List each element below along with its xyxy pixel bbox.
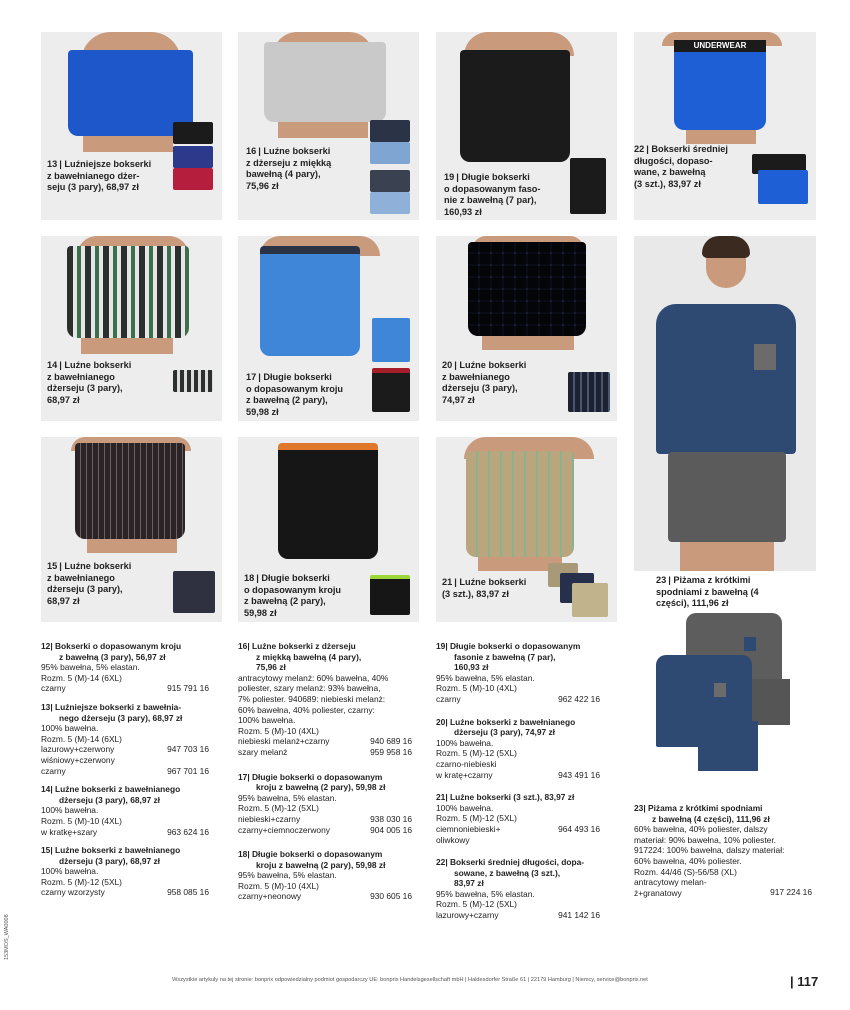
pack-thumbnail <box>370 170 410 192</box>
pack-thumbnail <box>372 368 410 412</box>
product-tile-23[interactable] <box>634 571 816 779</box>
product-info-column-2 <box>238 641 412 902</box>
boxer-long-sky <box>260 246 360 356</box>
item-number: 13 <box>47 159 58 169</box>
product-tile-20[interactable] <box>436 236 617 421</box>
model-legs <box>83 136 173 152</box>
item-number: 18 <box>244 573 255 583</box>
item-number: 14 <box>47 360 58 370</box>
shirt-pocket <box>744 637 756 651</box>
item-number: 20 <box>442 360 453 370</box>
pack-thumbnail <box>568 372 610 412</box>
model-legs <box>278 122 368 138</box>
model-legs <box>680 542 774 571</box>
pyjama-shorts-grey <box>668 452 786 542</box>
product-tile-22[interactable] <box>634 32 816 220</box>
pyjama-shirt-navy <box>656 304 796 454</box>
pack-thumbnail <box>370 120 410 142</box>
tile-caption: 22 | Bokserki średniej długości, dopaso- wane, z bawełną (3 szt.), 83,97 zł <box>634 144 728 189</box>
catalog-code: 153MOS_WA0008 <box>4 914 10 960</box>
pack-thumbnail <box>570 158 606 214</box>
product-tile-16[interactable] <box>238 32 419 220</box>
model-hair <box>702 236 750 258</box>
legal-footer: Wszystkie artykuły na tej stronie: bonprix odpowiedzialny podmiot gospodarczy UE: bonprix Handelsgesellschaft mbH | Haldesdorfer Straße 61 | 22179 Hamburg | Niemcy, service@bonprix.net <box>172 977 648 983</box>
product-info-15: 15| Luźne bokserki z bawełnianego dżerseju (3 pary), 68,97 zł 100% bawełna. Rozm. 5 (M)-12 (5XL) czarny wzorzysty 958 085 16 <box>41 845 209 898</box>
item-number: 16 <box>246 146 257 156</box>
boxer-long-black <box>460 50 570 162</box>
product-info-23: 23| Piżama z krótkimi spodniami z bawełną (4 części), 111,96 zł 60% bawełna, 40% poliester, dalszy materiał: 90% bawełna, 10% poliester. 917224: 100% bawełna, dalszy materiał: 60% bawełna, 40% poliester. Rozm. 44/46 (S)-56/58 (XL) antracytowy melan- ż+granatowy 917 224 16 <box>634 803 812 898</box>
pack-thumbnail <box>370 142 410 164</box>
item-number: 22 <box>634 144 645 154</box>
item-number: 15 <box>47 561 58 571</box>
pack-thumbnail <box>173 168 213 190</box>
tile-caption: 17 | Długie bokserki o dopasowanym kroju z bawełną (2 pary), 59,98 zł <box>246 372 343 417</box>
product-info-13: 13| Luźniejsze bokserki z bawełnia- nego dżerseju (3 pary), 68,97 zł 100% bawełna. Rozm. 5 (M)-14 (6XL) lazurowy+czerwony wiśniowy+czerwony 947 703 16 czarny 967 701 16 <box>41 701 209 776</box>
product-photo-23[interactable] <box>634 236 816 571</box>
product-tile-14[interactable] <box>41 236 222 421</box>
product-info-22: 22| Bokserki średniej długości, dopa- sowane, z bawełną (3 szt.), 83,97 zł 95% bawełna, 5% elastan. Rozm. 5 (M)-12 (5XL) lazurowy+czarny 941 142 16 <box>436 857 600 921</box>
pack-thumbnail <box>173 122 213 144</box>
product-info-14: 14| Luźne bokserki z bawełnianego dżerseju (3 pary), 68,97 zł 100% bawełna. Rozm. 5 (M)-10 (4XL) w kratkę+szary 963 624 16 <box>41 784 209 837</box>
product-tile-21[interactable] <box>436 437 617 622</box>
tile-caption: 18 | Długie bokserki o dopasowanym kroju z bawełną (2 pary), 59,98 zł <box>244 573 341 618</box>
tile-caption: 15 | Luźne bokserki z bawełnianego dżerseju (3 pary), 68,97 zł <box>47 561 132 606</box>
product-info-12: 12| Bokserki o dopasowanym kroju z bawełną (3 pary), 56,97 zł 95% bawełna, 5% elastan. Rozm. 5 (M)-14 (6XL) czarny 915 791 16 <box>41 641 209 694</box>
pack-thumbnail <box>758 170 808 204</box>
product-info-17: 17| Długie bokserki o dopasowanym kroju z bawełną (2 pary), 59,98 zł 95% bawełna, 5% elastan. Rozm. 5 (M)-12 (5XL) niebieski+czarny 938 030 16 czarny+ciemnoczerwony 904 005 16 <box>238 771 412 835</box>
pack-thumbnail <box>372 318 410 362</box>
product-info-18: 18| Długie bokserki o dopasowanym kroju z bawełną (2 pary), 59,98 zł 95% bawełna, 5% elastan. Rozm. 5 (M)-10 (4XL) czarny+neonowy 930 605 16 <box>238 849 412 902</box>
product-info-column-1 <box>41 641 209 898</box>
product-info-16: 16| Luźne bokserki z dżerseju z miękką bawełną (4 pary), 75,96 zł antracytowy melanż: 60% bawełna, 40% poliester, szary melanż: 93% bawełna, 7% poliester. 940689: niebieski melanż: 60% bawełna, 40% poliester, czarny: 100% bawełna. Rozm. 5 (M)-10 (4XL) niebieski melanż+czarny 940 689 16 szary melanż 959 958 16 <box>238 641 412 757</box>
page-number: | 117 <box>790 974 819 989</box>
item-number: 17 <box>246 372 257 382</box>
pack-thumbnail <box>370 575 410 615</box>
model-legs <box>482 336 574 350</box>
tile-caption: 19 | Długie bokserki o dopasowanym faso- nie z bawełną (7 par), 160,93 zł <box>444 172 541 217</box>
boxer-olive-plaid <box>466 451 574 557</box>
pack-thumbnail <box>572 583 608 617</box>
product-info-19: 19| Długie bokserki o dopasowanym fasonie z bawełną (7 par), 160,93 zł 95% bawełna, 5% elastan. Rozm. 5 (M)-10 (4XL) czarny 962 422 16 <box>436 641 600 704</box>
tile-caption: 16 | Luźne bokserki z dżerseju z miękką bawełną (4 pary), 75,96 zł <box>246 146 332 191</box>
product-info-20: 20| Luźne bokserki z bawełnianego dżerseju (3 pary), 74,97 zł 100% bawełna. Rozm. 5 (M)-12 (5XL) czarno-niebieski w kratę+czarny 943 491 16 <box>436 716 600 780</box>
shirt-pocket <box>714 683 726 697</box>
product-tile-15[interactable] <box>41 437 222 622</box>
product-tile-19[interactable] <box>436 32 617 220</box>
tile-caption: 13 | Luźniejsze bokserki z bawełnianego dżer- seju (3 pary), 68,97 zł <box>47 159 152 192</box>
shirt-pocket <box>754 344 776 370</box>
pack-thumbnail <box>370 192 410 214</box>
tile-caption: 20 | Luźne bokserki z bawełnianego dżerseju (3 pary), 74,97 zł <box>442 360 527 405</box>
model-legs <box>686 130 756 144</box>
tile-caption: 23 | Piżama z krótkimi spodniami z bawełną (4 części), 111,96 zł <box>656 575 759 608</box>
boxer-grey-melange <box>264 42 386 122</box>
pack-thumbnail <box>173 146 213 168</box>
item-number: 23 <box>656 575 667 585</box>
waistband-print: UNDERWEAR <box>674 40 766 52</box>
pack-thumbnail <box>173 571 215 613</box>
item-number: 19 <box>444 172 455 182</box>
boxer-azure <box>674 40 766 130</box>
item-number: 21 <box>442 577 453 587</box>
product-info-21: 21| Luźne bokserki (3 szt.), 83,97 zł 100% bawełna. Rozm. 5 (M)-12 (5XL) ciemnoniebieski+ oliwkowy 964 493 16 <box>436 792 600 845</box>
model-legs <box>87 539 177 553</box>
product-tile-18[interactable] <box>238 437 419 622</box>
boxer-striped-black <box>75 443 185 539</box>
boxer-check-dark <box>468 242 586 336</box>
tile-caption: 21 | Luźne bokserki (3 szt.), 83,97 zł <box>442 577 527 599</box>
product-tile-13[interactable] <box>41 32 222 220</box>
folded-shorts-navy <box>698 721 758 771</box>
product-info-column-4 <box>634 803 812 898</box>
product-tile-17[interactable] <box>238 236 419 421</box>
tile-caption: 14 | Luźne bokserki z bawełnianego dżerseju (3 pary), 68,97 zł <box>47 360 132 405</box>
product-info-column-3 <box>436 641 600 921</box>
pack-thumbnail <box>173 370 213 392</box>
model-legs <box>81 338 173 354</box>
boxer-plaid-green <box>67 246 189 338</box>
boxer-long-black-neon <box>278 443 378 559</box>
